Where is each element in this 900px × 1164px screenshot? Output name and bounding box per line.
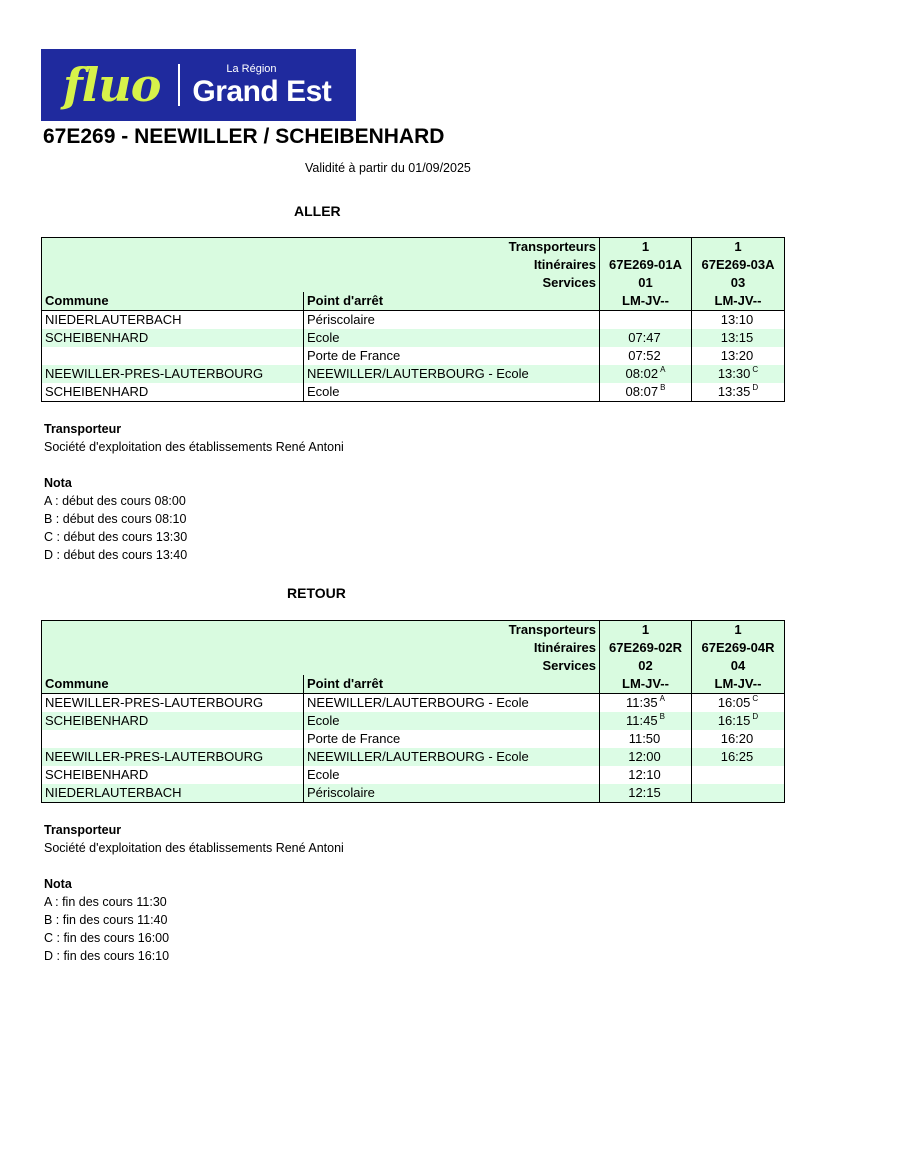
row-time-2: 13:10 — [692, 311, 785, 330]
transporteur-name: Société d'exploitation des établissements René Antoni — [44, 841, 344, 855]
row-commune — [42, 347, 304, 365]
row-time-2: 13:20 — [692, 347, 785, 365]
col1-days: LM-JV-- — [600, 675, 692, 694]
col2-days: LM-JV-- — [692, 292, 785, 311]
row-commune: NEEWILLER-PRES-LAUTERBOURG — [42, 365, 304, 383]
retour-timetable — [41, 620, 785, 803]
retour-transporteur-block — [44, 821, 344, 857]
row-time-2: 16:15 $^D$ — [692, 712, 785, 730]
row-arret: Porte de France — [304, 347, 600, 365]
fluo-grand-est-logo — [41, 49, 356, 121]
row-commune: SCHEIBENHARD — [45, 384, 149, 399]
row-arret: NEEWILLER/LAUTERBOURG - Ecole — [304, 694, 600, 713]
label-point-arret: Point d'arrêt — [304, 292, 600, 311]
table-row — [42, 730, 785, 748]
label-itineraires: Itinéraires — [42, 639, 600, 657]
row-time-2: 16:20 — [692, 730, 785, 748]
row-arret: Ecole — [304, 329, 600, 347]
row-time-2: 16:05 $^C$ — [692, 694, 785, 713]
col2-itineraire: 67E269-04R — [692, 639, 785, 657]
row-time-1 — [600, 311, 692, 330]
label-point-arret: Point d'arrêt — [304, 675, 600, 694]
row-arret: Périscolaire — [304, 311, 600, 330]
nota-item: B : début des cours 08:10 — [44, 512, 187, 526]
row-arret: Ecole — [304, 712, 600, 730]
aller-nota-block — [44, 474, 187, 564]
row-arret: Porte de France — [304, 730, 600, 748]
row-arret: Périscolaire — [304, 784, 600, 803]
row-time-2 — [692, 766, 785, 784]
logo-region — [192, 64, 331, 107]
table-row — [42, 311, 785, 330]
label-transporteurs: Transporteurs — [42, 621, 600, 640]
row-arret: Ecole — [304, 383, 600, 402]
row-commune: SCHEIBENHARD — [42, 712, 304, 730]
col1-transporteur: 1 — [600, 238, 692, 257]
col2-itineraire: 67E269-03A — [692, 256, 785, 274]
row-time-2: 13:35 $^D$ — [692, 383, 785, 402]
logo-region-big: Grand Est — [192, 74, 332, 108]
nota-item: D : fin des cours 16:10 — [44, 949, 170, 963]
retour-nota-block — [44, 875, 169, 965]
col1-days: LM-JV-- — [600, 292, 692, 311]
nota-heading: Nota — [44, 877, 72, 891]
row-time-1: 11:50 — [600, 730, 692, 748]
aller-transporteur-block — [44, 420, 344, 456]
aller-timetable — [41, 237, 785, 402]
row-time-2: 16:25 — [692, 748, 785, 766]
label-commune: Commune — [42, 292, 304, 311]
transporteur-name: Société d'exploitation des établissements René Antoni — [44, 440, 344, 454]
row-time-2: 13:15 — [692, 329, 785, 347]
retour-heading: RETOUR — [287, 585, 346, 601]
table-row — [42, 694, 785, 713]
row-time-1: 08:07 $^B$ — [600, 383, 692, 402]
label-transporteurs: Transporteurs — [42, 238, 600, 257]
table-row — [42, 784, 785, 803]
table-row — [42, 748, 785, 766]
nota-heading: Nota — [44, 476, 72, 490]
nota-item: A : fin des cours 11:30 — [44, 895, 167, 909]
row-time-1: 07:52 — [600, 347, 692, 365]
aller-heading: ALLER — [294, 203, 341, 219]
row-time-2 — [692, 784, 785, 803]
col2-transporteur: 1 — [692, 621, 785, 640]
row-time-1: 07:47 — [600, 329, 692, 347]
row-time-2: 13:30 $^C$ — [692, 365, 785, 383]
row-time-1: 11:45 $^B$ — [600, 712, 692, 730]
table-row — [42, 766, 785, 784]
label-commune: Commune — [42, 675, 304, 694]
logo-region-small: La Région — [226, 62, 277, 75]
table-row — [42, 365, 785, 383]
logo-fluo-text: fluo — [63, 58, 161, 112]
col1-itineraire: 67E269-01A — [600, 256, 692, 274]
row-arret: Ecole — [304, 766, 600, 784]
table-row — [42, 712, 785, 730]
col2-service: 04 — [692, 657, 785, 675]
label-services: Services — [42, 274, 600, 292]
logo-separator — [178, 64, 180, 106]
nota-item: C : fin des cours 16:00 — [44, 931, 170, 945]
table-row — [42, 347, 785, 365]
nota-item: B : fin des cours 11:40 — [44, 913, 168, 927]
col1-transporteur: 1 — [600, 621, 692, 640]
row-commune: NIEDERLAUTERBACH — [45, 312, 182, 327]
row-commune: NEEWILLER-PRES-LAUTERBOURG — [45, 695, 264, 710]
validity-date: Validité à partir du 01/09/2025 — [305, 161, 471, 175]
col1-service: 02 — [600, 657, 692, 675]
label-services: Services — [42, 657, 600, 675]
row-time-1: 12:15 — [600, 784, 692, 803]
row-commune: NEEWILLER-PRES-LAUTERBOURG — [42, 748, 304, 766]
col1-service: 01 — [600, 274, 692, 292]
col2-days: LM-JV-- — [692, 675, 785, 694]
row-arret: NEEWILLER/LAUTERBOURG - Ecole — [304, 748, 600, 766]
nota-item: A : début des cours 08:00 — [44, 494, 186, 508]
col1-itineraire: 67E269-02R — [600, 639, 692, 657]
col2-transporteur: 1 — [692, 238, 785, 257]
col2-service: 03 — [692, 274, 785, 292]
nota-item: D : début des cours 13:40 — [44, 548, 188, 562]
transporteur-heading: Transporteur — [44, 823, 122, 837]
row-commune: NIEDERLAUTERBACH — [42, 784, 304, 803]
row-time-1: 08:02 $^A$ — [600, 365, 692, 383]
transporteur-heading: Transporteur — [44, 422, 122, 436]
row-time-1: 11:35 $^A$ — [600, 694, 692, 713]
page-title: 67E269 - NEEWILLER / SCHEIBENHARD — [43, 125, 445, 148]
row-arret: NEEWILLER/LAUTERBOURG - Ecole — [304, 365, 600, 383]
row-time-1: 12:10 — [600, 766, 692, 784]
nota-item: C : début des cours 13:30 — [44, 530, 188, 544]
label-itineraires: Itinéraires — [42, 256, 600, 274]
table-row — [42, 383, 785, 402]
row-time-1: 12:00 — [600, 748, 692, 766]
row-commune — [42, 730, 304, 748]
table-row — [42, 329, 785, 347]
row-commune: SCHEIBENHARD — [45, 767, 149, 782]
row-commune: SCHEIBENHARD — [42, 329, 304, 347]
